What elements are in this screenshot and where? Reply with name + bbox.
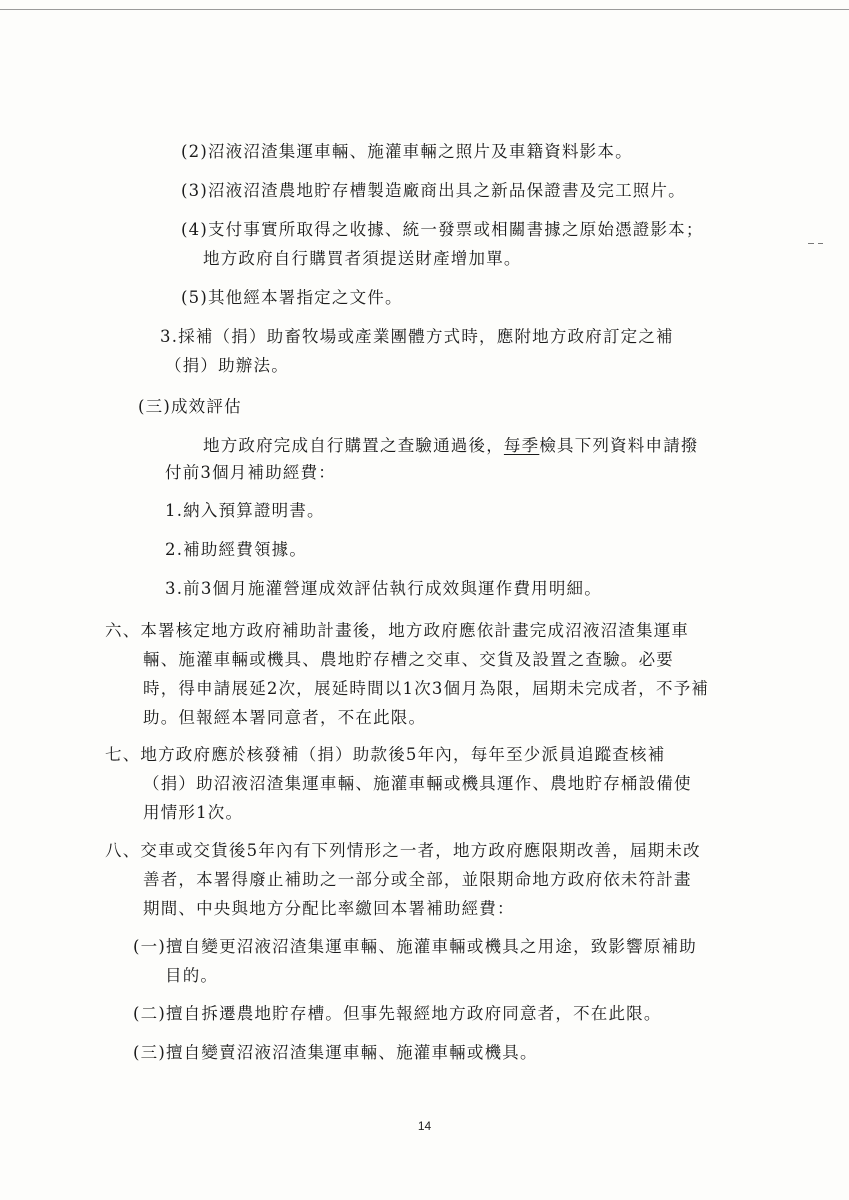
text-segment: 檢具下列資料申請撥 bbox=[539, 436, 699, 455]
text-line bbox=[203, 436, 699, 456]
text-line: (三)擅自變賣沼液沼渣集運車輛、施灌車輛或機具。 bbox=[133, 1043, 538, 1062]
page-number: 14 bbox=[417, 1119, 432, 1133]
text-line: 1.納入預算證明書。 bbox=[165, 501, 325, 520]
scan-mark bbox=[808, 243, 814, 244]
text-line: 3.採補（捐）助畜牧場或產業團體方式時，應附地方政府訂定之補 bbox=[160, 327, 674, 346]
text-line: 期間、中央與地方分配比率繳回本署補助經費： bbox=[143, 899, 515, 918]
text-line: (2)沼液沼渣集運車輛、施灌車輛之照片及車籍資料影本。 bbox=[181, 142, 633, 161]
underlined-text: 每季 bbox=[503, 436, 540, 455]
scan-mark bbox=[818, 243, 823, 244]
text-line: (4)支付事實所取得之收據、統一發票或相關書據之原始憑證影本； bbox=[181, 220, 704, 239]
scan-top-border bbox=[0, 9, 849, 10]
text-line: (3)沼液沼渣農地貯存槽製造廠商出具之新品保證書及完工照片。 bbox=[181, 181, 686, 200]
text-line: 用情形1次。 bbox=[143, 803, 244, 822]
text-line: 地方政府自行購買者須提送財產增加單。 bbox=[203, 249, 522, 268]
text-line: (二)擅自拆遷農地貯存槽。但事先報經地方政府同意者，不在此限。 bbox=[133, 1004, 662, 1023]
text-line: 3.前3個月施灌營運成效評估執行成效與運作費用明細。 bbox=[165, 579, 602, 598]
text-line: (5)其他經本署指定之文件。 bbox=[181, 288, 403, 307]
text-line: 付前3個月補助經費： bbox=[165, 463, 336, 482]
text-line: 目的。 bbox=[165, 966, 219, 985]
text-line: 助。但報經本署同意者，不在此限。 bbox=[143, 708, 427, 727]
clause-heading: 六、本署核定地方政府補助計畫後，地方政府應依計畫完成沼液沼渣集運車 bbox=[105, 621, 690, 640]
text-line: 時，得申請展延2次，展延時間以1次3個月為限，屆期未完成者，不予補 bbox=[143, 679, 710, 698]
text-line: （捐）助辦法。 bbox=[165, 356, 289, 375]
text-line: (一)擅自變更沼液沼渣集運車輛、施灌車輛或機具之用途，致影響原補助 bbox=[133, 937, 697, 956]
clause-heading: 八、交車或交貨後5年內有下列情形之一者，地方政府應限期改善，屆期未改 bbox=[105, 841, 701, 860]
clause-heading: 七、地方政府應於核發補（捐）助款後5年內，每年至少派員追蹤查核補 bbox=[105, 745, 666, 764]
text-line: （捐）助沼液沼渣集運車輛、施灌車輛或機具運作、農地貯存桶設備使 bbox=[143, 774, 692, 793]
section-heading: (三)成效評估 bbox=[138, 397, 242, 416]
text-line: 輛、施灌車輛或機具、農地貯存槽之交車、交貨及設置之查驗。必要 bbox=[143, 650, 674, 669]
text-segment: 地方政府完成自行購置之查驗通過後， bbox=[203, 436, 504, 455]
text-line: 2.補助經費領據。 bbox=[165, 540, 308, 559]
text-line: 善者，本署得廢止補助之一部分或全部，並限期命地方政府依未符計畫 bbox=[143, 870, 692, 889]
